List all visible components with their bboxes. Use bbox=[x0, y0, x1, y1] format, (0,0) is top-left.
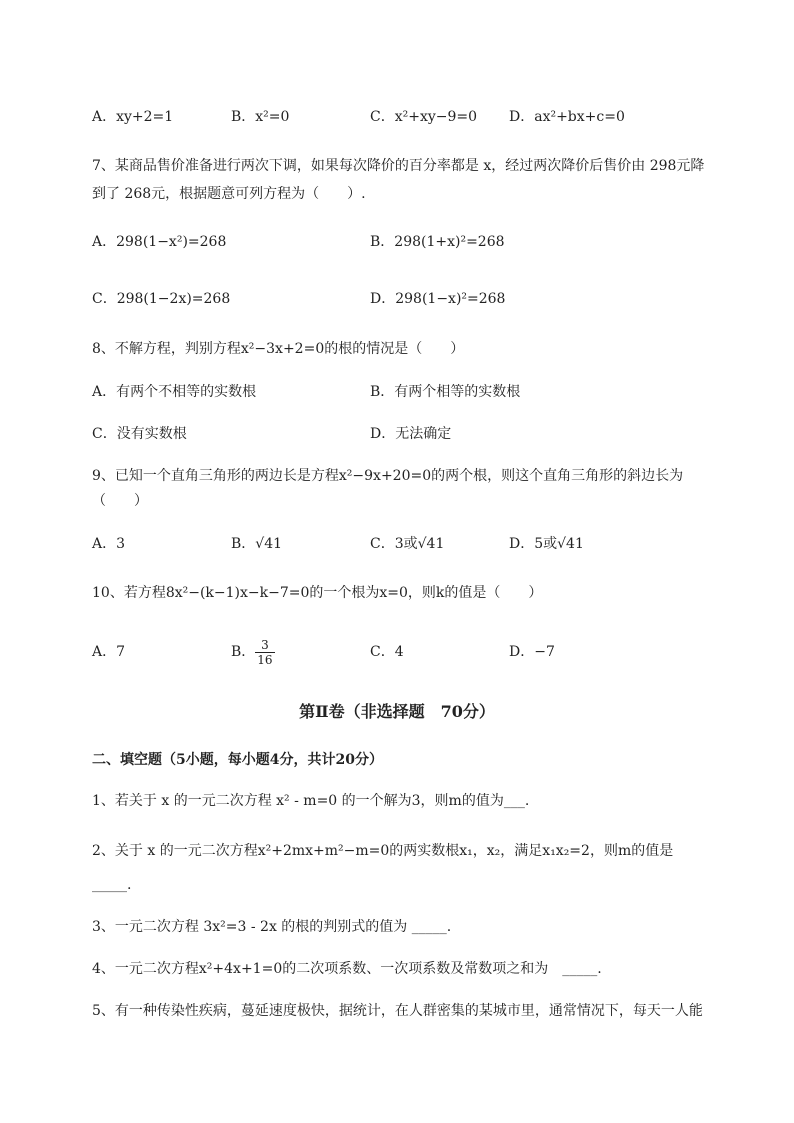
q10-option-d: D．−7 bbox=[509, 644, 555, 660]
q7-option-a: A．298(1−x²)=268 bbox=[92, 234, 227, 250]
q6-option-d: D．ax²+bx+c=0 bbox=[509, 109, 625, 125]
q10-option-a: A．7 bbox=[92, 644, 126, 660]
q10-option-b-prefix: B． bbox=[231, 644, 256, 660]
q9-option-a: A．3 bbox=[92, 536, 126, 552]
fill-q4: 4、一元二次方程x²+4x+1=0的二次项系数、一次项系数及常数项之和为 _____. bbox=[92, 961, 602, 977]
q9-option-c: C．3或√41 bbox=[370, 536, 445, 552]
q8-option-c: C．没有实数根 bbox=[92, 426, 187, 442]
fill-q5: 5、有一种传染性疾病，蔓延速度极快，据统计，在人群密集的某城市里，通常情况下，每天一人能 bbox=[92, 1003, 703, 1019]
fill-q2-line1: 2、关于 x 的一元二次方程x²+2mx+m²−m=0的两实数根x₁，x₂，满足x₁x₂=2，则m的值是 bbox=[92, 843, 674, 859]
part2-title: 第Ⅱ卷（非选择题 70分） bbox=[299, 702, 495, 721]
q8-stem: 8、不解方程，判别方程x²−3x+2=0的根的情况是（ ） bbox=[92, 341, 465, 357]
fill-q3: 3、一元二次方程 3x²=3 - 2x 的根的判别式的值为 _____. bbox=[92, 919, 452, 935]
q7-stem-line1: 7、某商品售价准备进行两次下调，如果每次降价的百分率都是 x，经过两次降价后售价由 298元降 bbox=[92, 158, 705, 174]
q8-option-d: D．无法确定 bbox=[370, 426, 452, 442]
q7-option-b: B．298(1+x)²=268 bbox=[370, 234, 505, 250]
q10-stem: 10、若方程8x²−(k−1)x−k−7=0的一个根为x=0，则k的值是（ ） bbox=[92, 585, 543, 601]
q9-stem-line1: 9、已知一个直角三角形的两边长是方程x²−9x+20=0的两个根，则这个直角三角形的斜边长为 bbox=[92, 468, 684, 484]
q6-option-c: C．x²+xy−9=0 bbox=[370, 109, 478, 125]
q6-option-a: A．xy+2=1 bbox=[92, 109, 174, 125]
q10-option-b-denominator: 16 bbox=[257, 652, 273, 667]
q7-stem-line2: 到了 268元，根据题意可列方程为（ ）. bbox=[92, 186, 366, 202]
q9-option-d: D．5或√41 bbox=[509, 536, 584, 552]
fill-q2-line2: _____. bbox=[92, 877, 132, 893]
q8-option-a: A．有两个不相等的实数根 bbox=[92, 384, 257, 400]
q10-option-b bbox=[231, 633, 275, 671]
fill-q1: 1、若关于 x 的一元二次方程 x² - m=0 的一个解为3，则m的值为___. bbox=[92, 793, 530, 809]
q7-option-c: C．298(1−2x)=268 bbox=[92, 291, 231, 307]
q6-option-b: B．x²=0 bbox=[231, 109, 290, 125]
q9-stem-line2: （ ） bbox=[92, 493, 148, 509]
q10-option-b-numerator: 3 bbox=[255, 638, 274, 653]
section2-title: 二、填空题（5小题，每小题4分，共计20分） bbox=[92, 752, 383, 768]
q9-option-b: B．√41 bbox=[231, 536, 283, 552]
q8-option-b: B．有两个相等的实数根 bbox=[370, 384, 521, 400]
q10-option-b-fraction bbox=[255, 638, 274, 667]
q10-option-c: C．4 bbox=[370, 644, 404, 660]
q7-option-d: D．298(1−x)²=268 bbox=[370, 291, 506, 307]
